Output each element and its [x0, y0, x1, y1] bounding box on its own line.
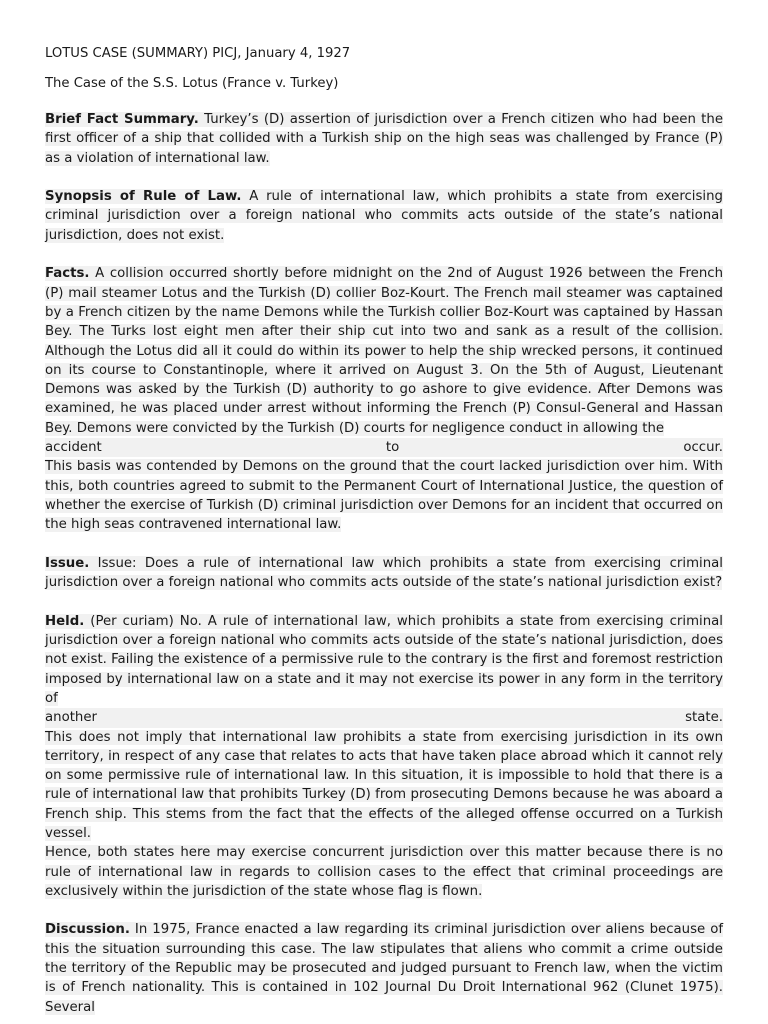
held-paragraph-1-end: another state. [45, 708, 723, 727]
synopsis-text: A rule of international law, which prohibits a state from exercising criminal jurisdiction over a foreign national who commits acts outside of the state’s national jurisdiction, does not exist. [45, 189, 723, 243]
held-paragraph-1: (Per curiam) No. A rule of international law, which prohibits a state from exercising criminal jurisdiction over a foreign national who commits acts outside of the state’s national jurisdiction, does not exist. Failing the existence of a permissive rule to the contrary is the first and foremost restriction imposed by international law on a state and it may not exercise its power in any form in the territory of [45, 613, 723, 706]
document-body [45, 110, 723, 1024]
issue-text: Issue: Does a rule of international law which prohibits a state from exercising criminal jurisdiction over a foreign national who commits acts outside of the state’s national jurisdiction exist? [45, 555, 723, 591]
facts-paragraph-1-end: accident to occur. [45, 438, 723, 457]
facts-paragraph-1: A collision occurred shortly before midnight on the 2nd of August 1926 between the French (P) mail steamer Lotus and the Turkish (D) collier Boz-Kourt. The French mail steamer was captained by a French citizen by the name Demons while the Turkish collier Boz-Kourt was captained by Hassan Bey. The Turks lost eight men after their ship cut into two and sank as a result of the collision. Although the Lotus did all it could do within its power to help the ship wrecked persons, it continued on its course to Constantinople, where it arrived on August 3. On the 5th of August, Lieutenant Demons was asked by the Turkish (D) authority to go ashore to give evidence. After Demons was examined, he was placed under arrest without informing the French (P) Consul-General and Hassan Bey. Demons were convicted by the Turkish (D) courts for negligence conduct in allowing the [45, 266, 723, 436]
document-header: LOTUS CASE (SUMMARY) PICJ, January 4, 1927 [45, 46, 351, 61]
issue-section [45, 554, 723, 593]
held-section [45, 612, 723, 901]
facts-label: Facts. [45, 266, 90, 282]
synopsis-section [45, 187, 723, 245]
facts-section [45, 264, 723, 534]
synopsis-label: Synopsis of Rule of Law. [45, 189, 242, 205]
brief-fact-summary-section [45, 110, 723, 168]
case-title: The Case of the S.S. Lotus (France v. Turkey) [45, 76, 339, 91]
facts-paragraph-2: This basis was contended by Demons on the ground that the court lacked jurisdiction over him. With this, both countries agreed to submit to the Permanent Court of International Justice, the question of whether the exercise of Turkish (D) criminal jurisdiction over Demons for an incident that occurred on the high seas contravened international law. [45, 459, 723, 533]
held-label: Held. [45, 613, 85, 629]
issue-label: Issue. [45, 555, 90, 571]
held-paragraph-3: Hence, both states here may exercise concurrent jurisdiction over this matter because there is no rule of international law in regards to collision cases to the effect that criminal proceedings are exclusively within the jurisdiction of the state whose flag is flown. [45, 845, 723, 899]
brief-fact-summary-text: Turkey’s (D) assertion of jurisdiction over a French citizen who had been the first officer of a ship that collided with a Turkish ship on the high seas was challenged by France (P) as a violation of international law. [45, 112, 724, 166]
held-paragraph-2: This does not imply that international law prohibits a state from exercising jurisdiction in its own territory, in respect of any case that relates to acts that have taken place abroad which it cannot rely on some permissive rule of international law. In this situation, it is impossible to hold that there is a rule of international law that prohibits Turkey (D) from prosecuting Demons because he was aboard a French ship. This stems from the fact that the effects of the alleged offense occurred on a Turkish vessel. [45, 729, 723, 841]
discussion-label: Discussion. [45, 922, 130, 938]
discussion-section [45, 920, 723, 1016]
discussion-text: In 1975, France enacted a law regarding its criminal jurisdiction over aliens because of this the situation surrounding this case. The law stipulates that aliens who commit a crime outside the territory of the Republic may be prosecuted and judged pursuant to French law, when the victim is of French nationality. This is contained in 102 Journal Du Droit International 962 (Clunet 1975). Several [45, 922, 724, 1015]
brief-fact-summary-label: Brief Fact Summary. [45, 112, 199, 127]
